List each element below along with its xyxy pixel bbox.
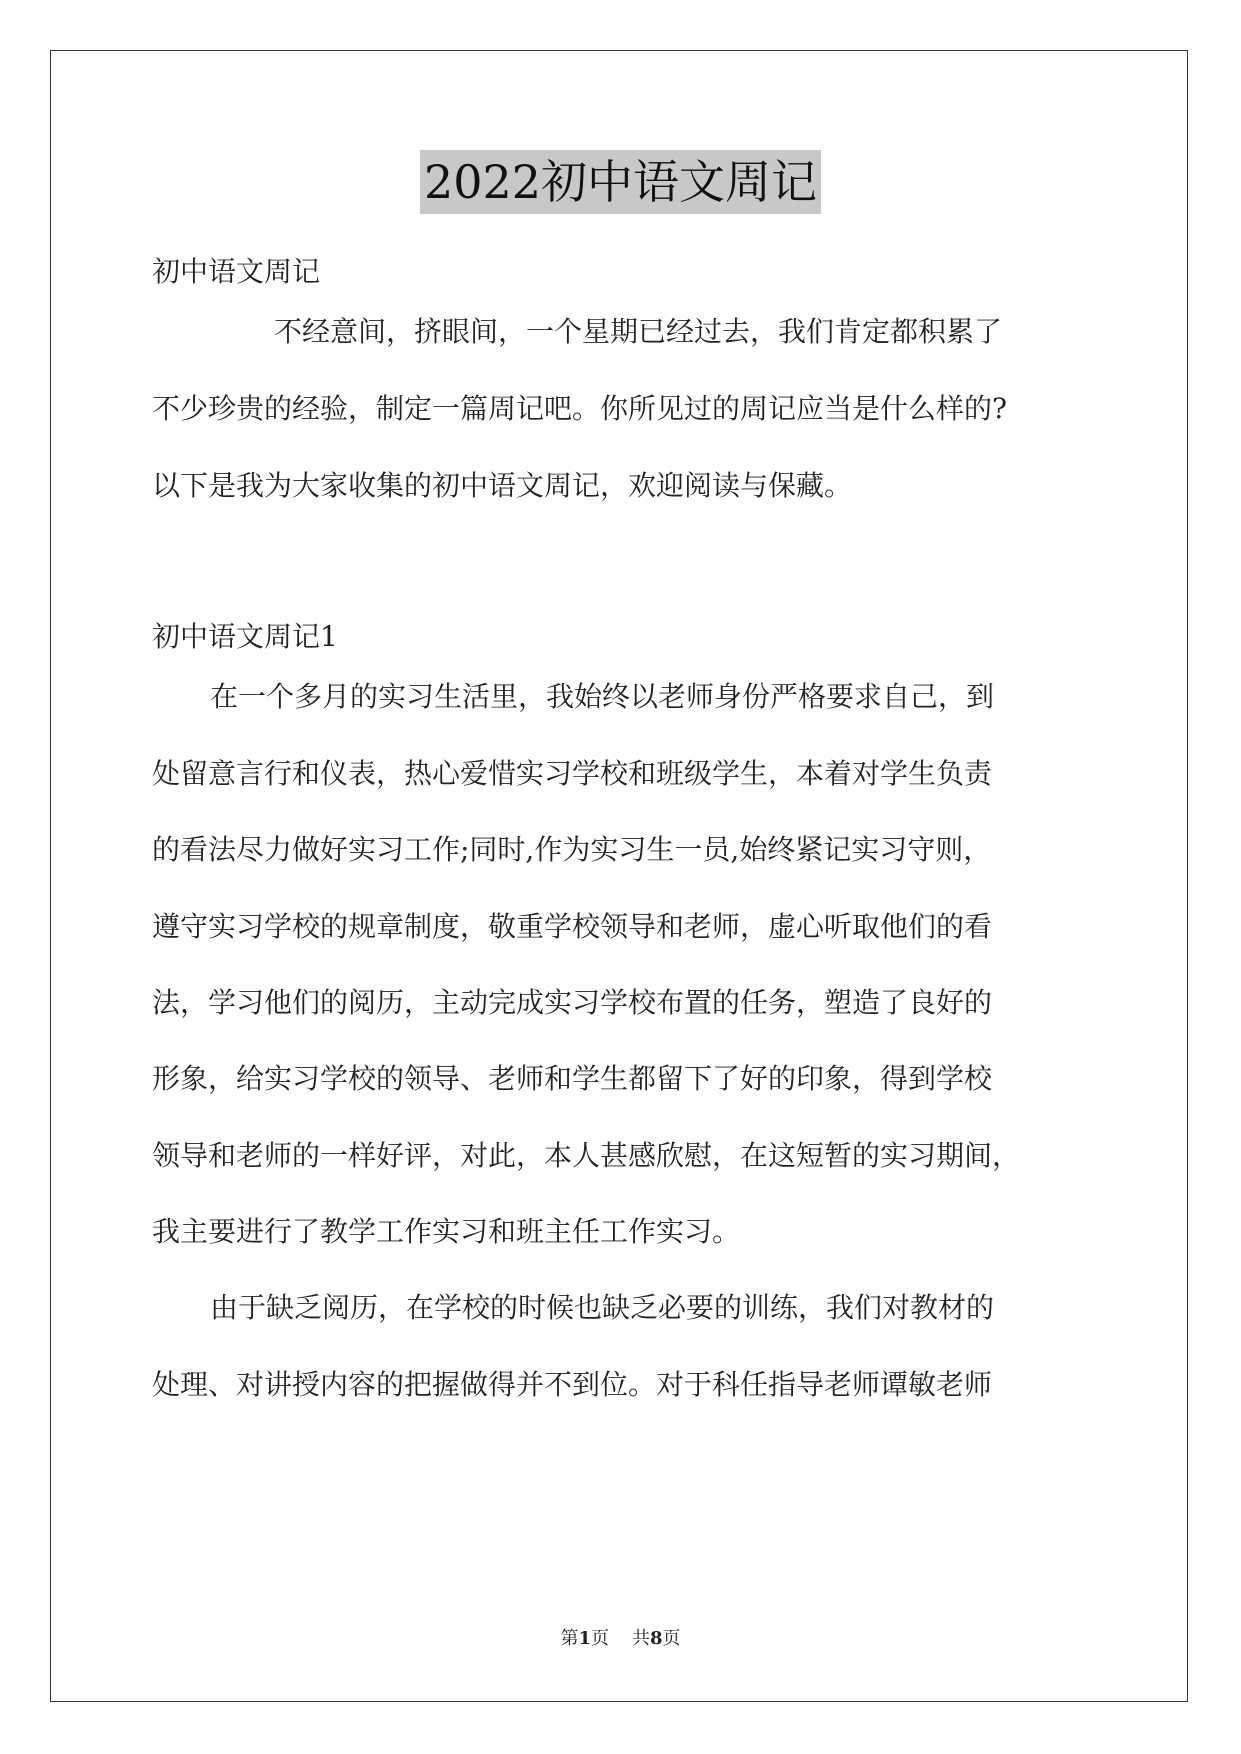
paragraph-line: 由于缺乏阅历，在学校的时候也缺乏必要的训练，我们对教材的	[210, 1291, 995, 1324]
paragraph-line: 在一个多月的实习生活里，我始终以老师身份严格要求自己，到	[210, 680, 995, 713]
paragraph-line: 法，学习他们的阅历，主动完成实习学校布置的任务，塑造了良好的	[152, 986, 993, 1019]
paragraph-line: 我主要进行了教学工作实习和班主任工作实习。	[152, 1215, 741, 1248]
intro-line: 以下是我为大家收集的初中语文周记，欢迎阅读与保藏。	[152, 469, 853, 502]
total-page-count: 8	[649, 1628, 663, 1649]
paragraph-line: 处留意言行和仪表，热心爱惜实习学校和班级学生，本着对学生负责	[152, 757, 993, 790]
footer-page-unit: 页	[591, 1628, 610, 1649]
title-wrap	[0, 150, 1241, 214]
paragraph-line: 遵守实习学校的规章制度，敬重学校领导和老师，虚心听取他们的看	[152, 910, 993, 943]
document-title: 2022初中语文周记	[420, 150, 821, 214]
section-heading: 初中语文周记1	[152, 620, 338, 653]
paragraph-line: 形象，给实习学校的领导、老师和学生都留下了好的印象，得到学校	[152, 1062, 993, 1095]
paragraph-line: 领导和老师的一样好评，对此，本人甚感欣慰，在这短暂的实习期间，	[152, 1139, 1021, 1172]
footer-prefix: 第	[560, 1628, 579, 1649]
paragraph-line: 处理、对讲授内容的把握做得并不到位。对于科任指导老师谭敏老师	[152, 1368, 993, 1401]
intro-line: 不少珍贵的经验，制定一篇周记吧。你所见过的周记应当是什么样的?	[152, 392, 1008, 425]
footer-total-prefix: 共	[631, 1628, 650, 1649]
document-subtitle: 初中语文周记	[152, 255, 321, 288]
current-page-number: 1	[578, 1628, 592, 1649]
paragraph-line: 的看法尽力做好实习工作;同时,作为实习生一员,始终紧记实习守则，	[152, 833, 992, 866]
intro-line: 不经意间，挤眼间，一个星期已经过去，我们肯定都积累了	[274, 315, 1003, 348]
page-footer	[0, 1624, 1241, 1650]
footer-total-unit: 页	[662, 1628, 681, 1649]
